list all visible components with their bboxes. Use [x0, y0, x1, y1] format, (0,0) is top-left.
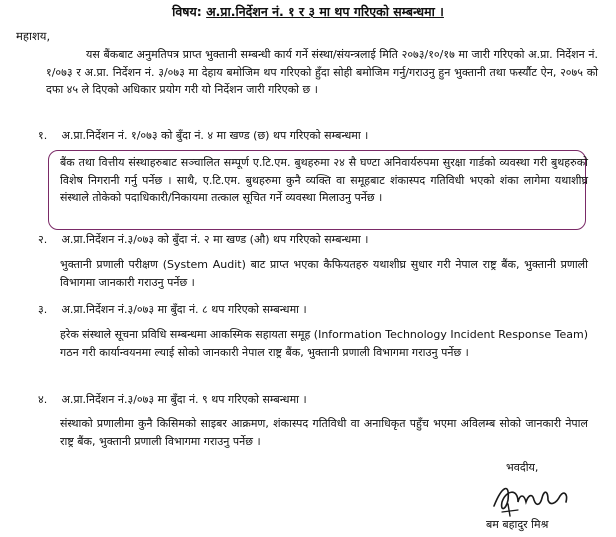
closing-text: भवदीय, [506, 461, 539, 474]
section-1-body: बैंक तथा वित्तीय संस्थाहरुबाट सञ्चालित सम्पूर्ण ए.टि.एम. बुथहरुमा २४ सै घण्टा अनिवार्यरुपमा सुरक्षा गार्डको व्यवस्था गरी बुथहरुको विशेष निगरानी गर्नु पर्नेछ । साथै, ए.टि.एम. बुथहरुमा कुनै व्यक्ति वा समूहबाट शंकास्पद गतिविधी भएको शंका लागेमा यथाशीघ्र संस्थाले तोकेको पदाधिकारी/निकायमा तत्काल सूचित गर्ने व्यवस्था मिलाउनु पर्नेछ । [60, 156, 588, 204]
subject-label: विषय: [172, 4, 202, 19]
section-number: १. [38, 129, 48, 142]
section-2-body: भुक्तानी प्रणाली परीक्षण (System Audit) बाट प्राप्त भएका कैफियतहरु यथाशीघ्र सुधार गरी नेपाल राष्ट्र बैंक, भुक्तानी प्रणाली विभागमा जानकारी गराउनु पर्नेछ । [60, 258, 588, 289]
section-number: ३. [38, 303, 48, 316]
signer-name: बम बहादुर मिश्र [486, 518, 549, 531]
section-heading-text: अ.प्रा.निर्देशन नं.३/०७३ मा बुँदा नं. ८ थप गरिएको सम्बन्धमा । [61, 303, 307, 316]
section-number: ४. [38, 393, 48, 406]
section-1-heading [38, 128, 598, 144]
salutation: महाशय, [16, 29, 51, 43]
section-3-body: हरेक संस्थाले सूचना प्रविधि सम्बन्धमा आकस्मिक सहायता समूह (Information Technology Incident Response Team) गठन गरी कार्यान्वयनमा ल्याई सोको जानकारी नेपाल राष्ट्र बैंक, भुक्तानी प्रणाली विभागमा गराउनु पर्नेछ । [60, 328, 588, 359]
signature-image [488, 476, 578, 518]
section-4-body: संस्थाको प्रणालीमा कुनै किसिमको साइबर आक्रमण, शंकास्पद गतिविधी वा अनाधिकृत पहुँच भएमा अविलम्ब सोको जानकारी नेपाल राष्ट्र बैंक, भुक्तानी प्रणाली विभागमा गराउनु पर्नेछ । [60, 417, 588, 448]
section-number: २. [38, 233, 48, 246]
intro-paragraph: यस बैंकबाट अनुमतिपत्र प्राप्त भुक्तानी सम्बन्धी कार्य गर्ने संस्था/संयन्त्रलाई मिति २०७३/१०/१७ मा जारी गरिएको अ.प्रा. निर्देशन नं. १/०७३ र अ.प्रा. निर्देशन नं. ३/०७३ मा देहाय बमोजिम थप गरिएको हुँदा सोही बमोजिम गर्नु/गराउनु हुन भुक्तानी तथा फर्स्यौट ऐन, २०७५ को दफा ४५ ले दिएको अधिकार प्रयोग गरी यो निर्देशन जारी गरिएको छ । [46, 48, 598, 96]
section-2-heading [38, 232, 598, 248]
section-3-heading [38, 302, 598, 318]
subject-line [0, 4, 616, 20]
subject-text: अ.प्रा.निर्देशन नं. १ र ३ मा थप गरिएको सम्बन्धमा । [206, 4, 444, 19]
section-heading-text: अ.प्रा.निर्देशन नं.३/०७३ मा बुँदा नं. ९ थप गरिएको सम्बन्धमा । [61, 393, 307, 406]
section-4-heading [38, 392, 598, 408]
section-heading-text: अ.प्रा.निर्देशन नं. १/०७३ को बुँदा नं. ४ मा खण्ड (छ) थप गरिएको सम्बन्धमा । [61, 129, 369, 142]
section-heading-text: अ.प्रा.निर्देशन नं.३/०७३ को बुँदा नं. २ मा खण्ड (औ) थप गरिएको सम्बन्धमा । [61, 233, 369, 246]
